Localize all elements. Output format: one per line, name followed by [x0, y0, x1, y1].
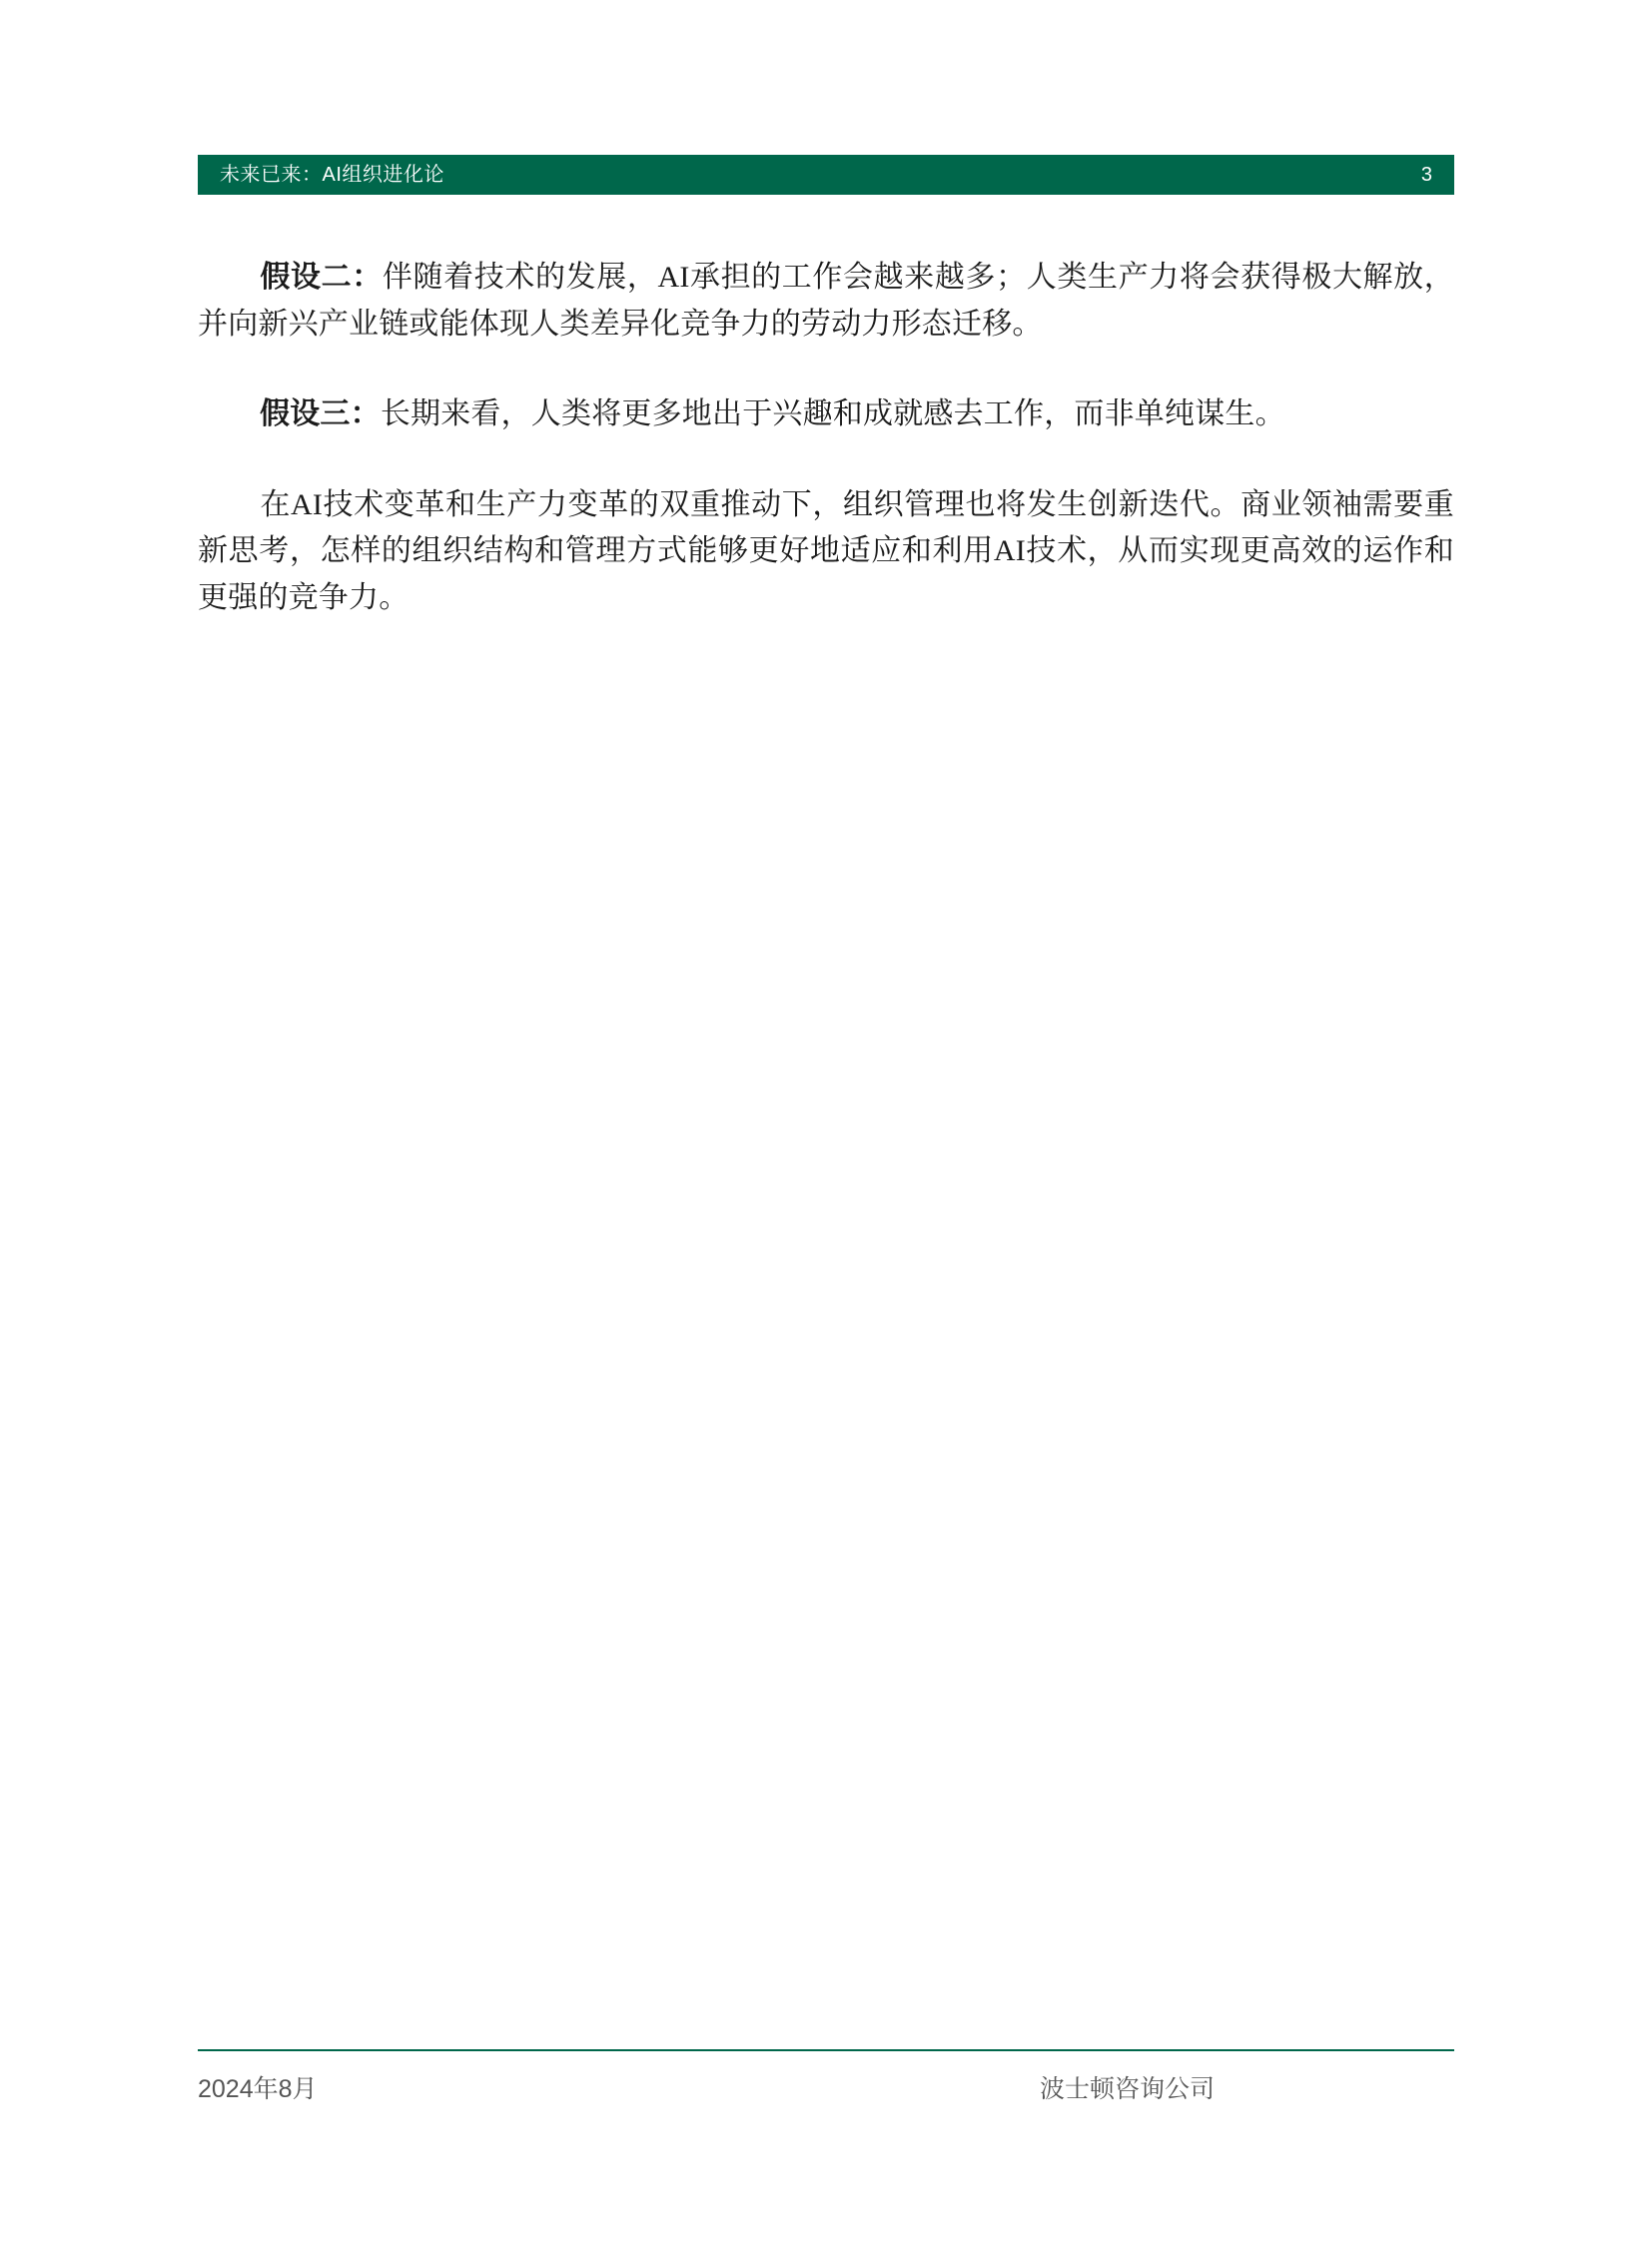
paragraph-lead-label: 假设二： — [260, 261, 383, 294]
footer-date: 2024年8月 — [198, 2075, 318, 2103]
paragraph-text: 长期来看，人类将更多地出于兴趣和成就感去工作，而非单纯谋生。 — [380, 397, 1285, 430]
page-header-bar — [198, 155, 1454, 195]
footer-divider — [198, 2049, 1454, 2051]
page-content — [198, 255, 1454, 621]
footer-company: 波士顿咨询公司 — [1039, 2075, 1215, 2103]
paragraph-assumption-three — [198, 391, 1454, 438]
document-title: 未来已来：AI组织进化论 — [220, 164, 444, 186]
page-number: 3 — [1420, 164, 1432, 186]
paragraph-text: 伴随着技术的发展，AI承担的工作会越来越多；人类生产力将会获得极大解放，并向新兴产业链或能体现人类差异化竞争力的劳动力形态迁移。 — [198, 261, 1454, 341]
paragraph-lead-label: 假设三： — [260, 397, 381, 430]
page-footer — [198, 2069, 1454, 2105]
paragraph-assumption-two — [198, 255, 1454, 348]
paragraph-conclusion — [198, 482, 1454, 622]
paragraph-text: 在AI技术变革和生产力变革的双重推动下，组织管理也将发生创新迭代。商业领袖需要重新思考，怎样的组织结构和管理方式能够更好地适应和利用AI技术，从而实现更高效的运作和更强的竞争力。 — [198, 487, 1454, 614]
